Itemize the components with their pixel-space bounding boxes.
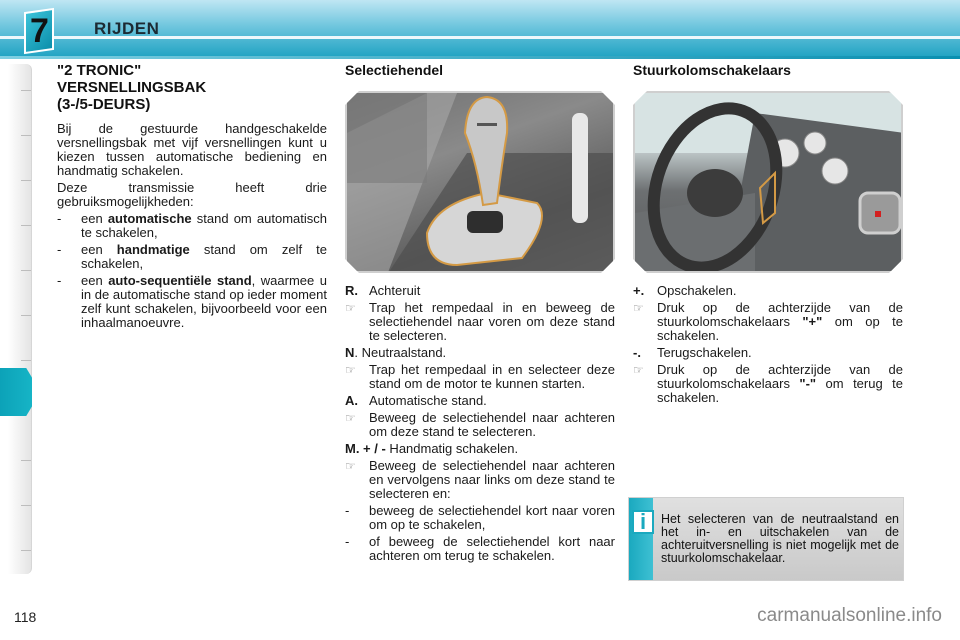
entry-text: Terugschakelen.: [657, 345, 752, 360]
entry-text: Automatische stand.: [369, 393, 487, 408]
entry-upshift: [633, 284, 903, 298]
side-tab-divider: [21, 315, 31, 316]
gear-selector-photo: [345, 91, 615, 273]
list-item-text: [81, 243, 327, 271]
entry-text: Beweeg de selectiehendel naar achteren en vervolgens naar links om deze stand te selecteren en:: [369, 458, 615, 501]
bullet-dash: -: [345, 534, 350, 549]
gear-lever-illustration: [347, 93, 615, 273]
bold-term: "+": [802, 314, 823, 329]
bullet-dash: -: [57, 211, 62, 226]
title-line: VERSNELLINGSBAK: [57, 79, 207, 96]
pointing-hand-icon: ☞: [633, 301, 644, 315]
text: Druk op de achterzijde van de stuurkolomschakelaars: [657, 300, 903, 329]
section-title: Stuurkolomschakelaars: [633, 62, 791, 78]
paddle-entries: [633, 284, 903, 408]
column-tronic-gearbox: [57, 62, 327, 333]
column-steering-paddles: [633, 62, 903, 78]
entry-text: Trap het rempedaal in en beweeg de selectiehendel naar voren om deze stand te selecteren.: [369, 300, 615, 343]
entry-text: Opschakelen.: [657, 283, 737, 298]
entry-instruction: [345, 301, 615, 343]
selector-entries: [345, 284, 615, 566]
bullet-dash: -: [57, 242, 62, 257]
entry-instruction: [633, 301, 903, 343]
entry-text: of beweeg de selectiehendel kort naar achteren om terug te schakelen.: [369, 534, 615, 563]
list-item-text: [81, 274, 327, 330]
side-tab-divider: [21, 90, 31, 91]
pointing-hand-icon: ☞: [345, 411, 356, 425]
entry-text: Beweeg de selectiehendel naar achteren om deze stand te selecteren.: [369, 410, 615, 439]
side-tab-active-chapter[interactable]: [0, 368, 32, 416]
chapter-title: RIJDEN: [94, 19, 160, 38]
list-item-text: [81, 212, 327, 240]
steering-wheel-photo: [633, 91, 903, 273]
key-label: -.: [633, 345, 641, 360]
page-number: 118: [14, 609, 37, 625]
key-label: +.: [633, 283, 645, 298]
header-bottom-line: [0, 56, 960, 59]
info-note-box: [628, 497, 904, 581]
text: Druk op de achterzijde van de stuurkolomschakelaars: [657, 362, 903, 391]
bullet-dash: -: [57, 273, 62, 288]
text: een: [81, 242, 117, 257]
column-selector-lever: [345, 62, 615, 78]
chapter-side-tabs: [8, 64, 32, 574]
list-item: [57, 274, 327, 330]
text: stand om automatisch te schakelen,: [81, 211, 327, 240]
entry-text: Handmatig schakelen.: [385, 441, 519, 456]
bullet-dash: -: [345, 503, 350, 518]
watermark: carmanualsonline.info: [757, 605, 942, 626]
section-title: Selectiehendel: [345, 62, 444, 78]
entry-text: . Neutraalstand.: [354, 345, 447, 360]
entry-reverse: [345, 284, 615, 298]
text: een: [81, 273, 109, 288]
entry-text: Trap het rempedaal in en selecteer deze stand om de motor te kunnen starten.: [369, 362, 615, 391]
pointing-hand-icon: ☞: [633, 363, 644, 377]
key-label: A.: [345, 393, 358, 408]
side-tab-divider: [21, 505, 31, 506]
side-tab-divider: [21, 225, 31, 226]
chapter-header: [0, 0, 960, 58]
chapter-badge: [24, 8, 54, 54]
key-label: M. + / -: [345, 441, 386, 456]
entry-instruction: [345, 363, 615, 391]
entry-text: Achteruit: [369, 283, 421, 298]
entry-manual: [345, 442, 615, 456]
text: om terug te schakelen.: [657, 376, 903, 405]
bold-term: auto-sequentiële stand: [108, 273, 252, 288]
side-tab-divider: [21, 360, 31, 361]
entry-sub-item: [345, 504, 615, 532]
key-label: R.: [345, 283, 358, 298]
entry-instruction: [345, 411, 615, 439]
pointing-hand-icon: ☞: [345, 301, 356, 315]
text: om op te schakelen.: [657, 314, 903, 343]
entry-instruction: [633, 363, 903, 405]
side-tab-divider: [21, 550, 31, 551]
entry-text: [657, 363, 903, 405]
entry-instruction: [345, 459, 615, 501]
title-line: "2 TRONIC": [57, 62, 142, 79]
info-text: Het selecteren van de neutraalstand en het in- en uitschakelen van de achteruitversnelling is niet mogelijk met de stuurkolomschakelaar.: [661, 512, 899, 565]
list-item: [57, 212, 327, 240]
intro-paragraph: Bij de gestuurde handgeschakelde versnellingsbak met vijf versnellingen kunt u kiezen tussen automatische bediening en handmatig schakelen.: [57, 121, 327, 178]
entry-text: beweeg de selectiehendel kort naar voren om op te schakelen,: [369, 503, 615, 532]
entry-text: [657, 301, 903, 343]
side-tab-divider: [21, 180, 31, 181]
title-line: (3-/5-DEURS): [57, 96, 151, 113]
side-tab-divider: [21, 270, 31, 271]
bold-term: handmatige: [116, 242, 190, 257]
chapter-number: 7: [29, 11, 49, 50]
intro-paragraph-2: Deze transmissie heeft drie gebruiksmogelijkheden:: [57, 180, 327, 209]
side-tab-divider: [21, 460, 31, 461]
text: een: [81, 211, 108, 226]
pointing-hand-icon: ☞: [345, 363, 356, 377]
steering-wheel-illustration: [635, 93, 903, 273]
list-item: [57, 243, 327, 271]
bold-term: automatische: [107, 211, 192, 226]
entry-neutral: [345, 346, 615, 360]
text: stand om zelf te schakelen,: [81, 242, 327, 271]
entry-sub-item: [345, 535, 615, 563]
info-icon: i: [632, 510, 654, 534]
section-title: [57, 62, 327, 113]
entry-automatic: [345, 394, 615, 408]
text: , waarmee u in de automatische stand op ieder moment zelf kunt schakelen, bijvoorbeeld voor een inhaalmanoeuvre.: [81, 273, 327, 330]
bold-term: "-": [799, 376, 817, 391]
pointing-hand-icon: ☞: [345, 459, 356, 473]
entry-downshift: [633, 346, 903, 360]
key-label: N: [345, 345, 355, 360]
side-tab-divider: [21, 135, 31, 136]
